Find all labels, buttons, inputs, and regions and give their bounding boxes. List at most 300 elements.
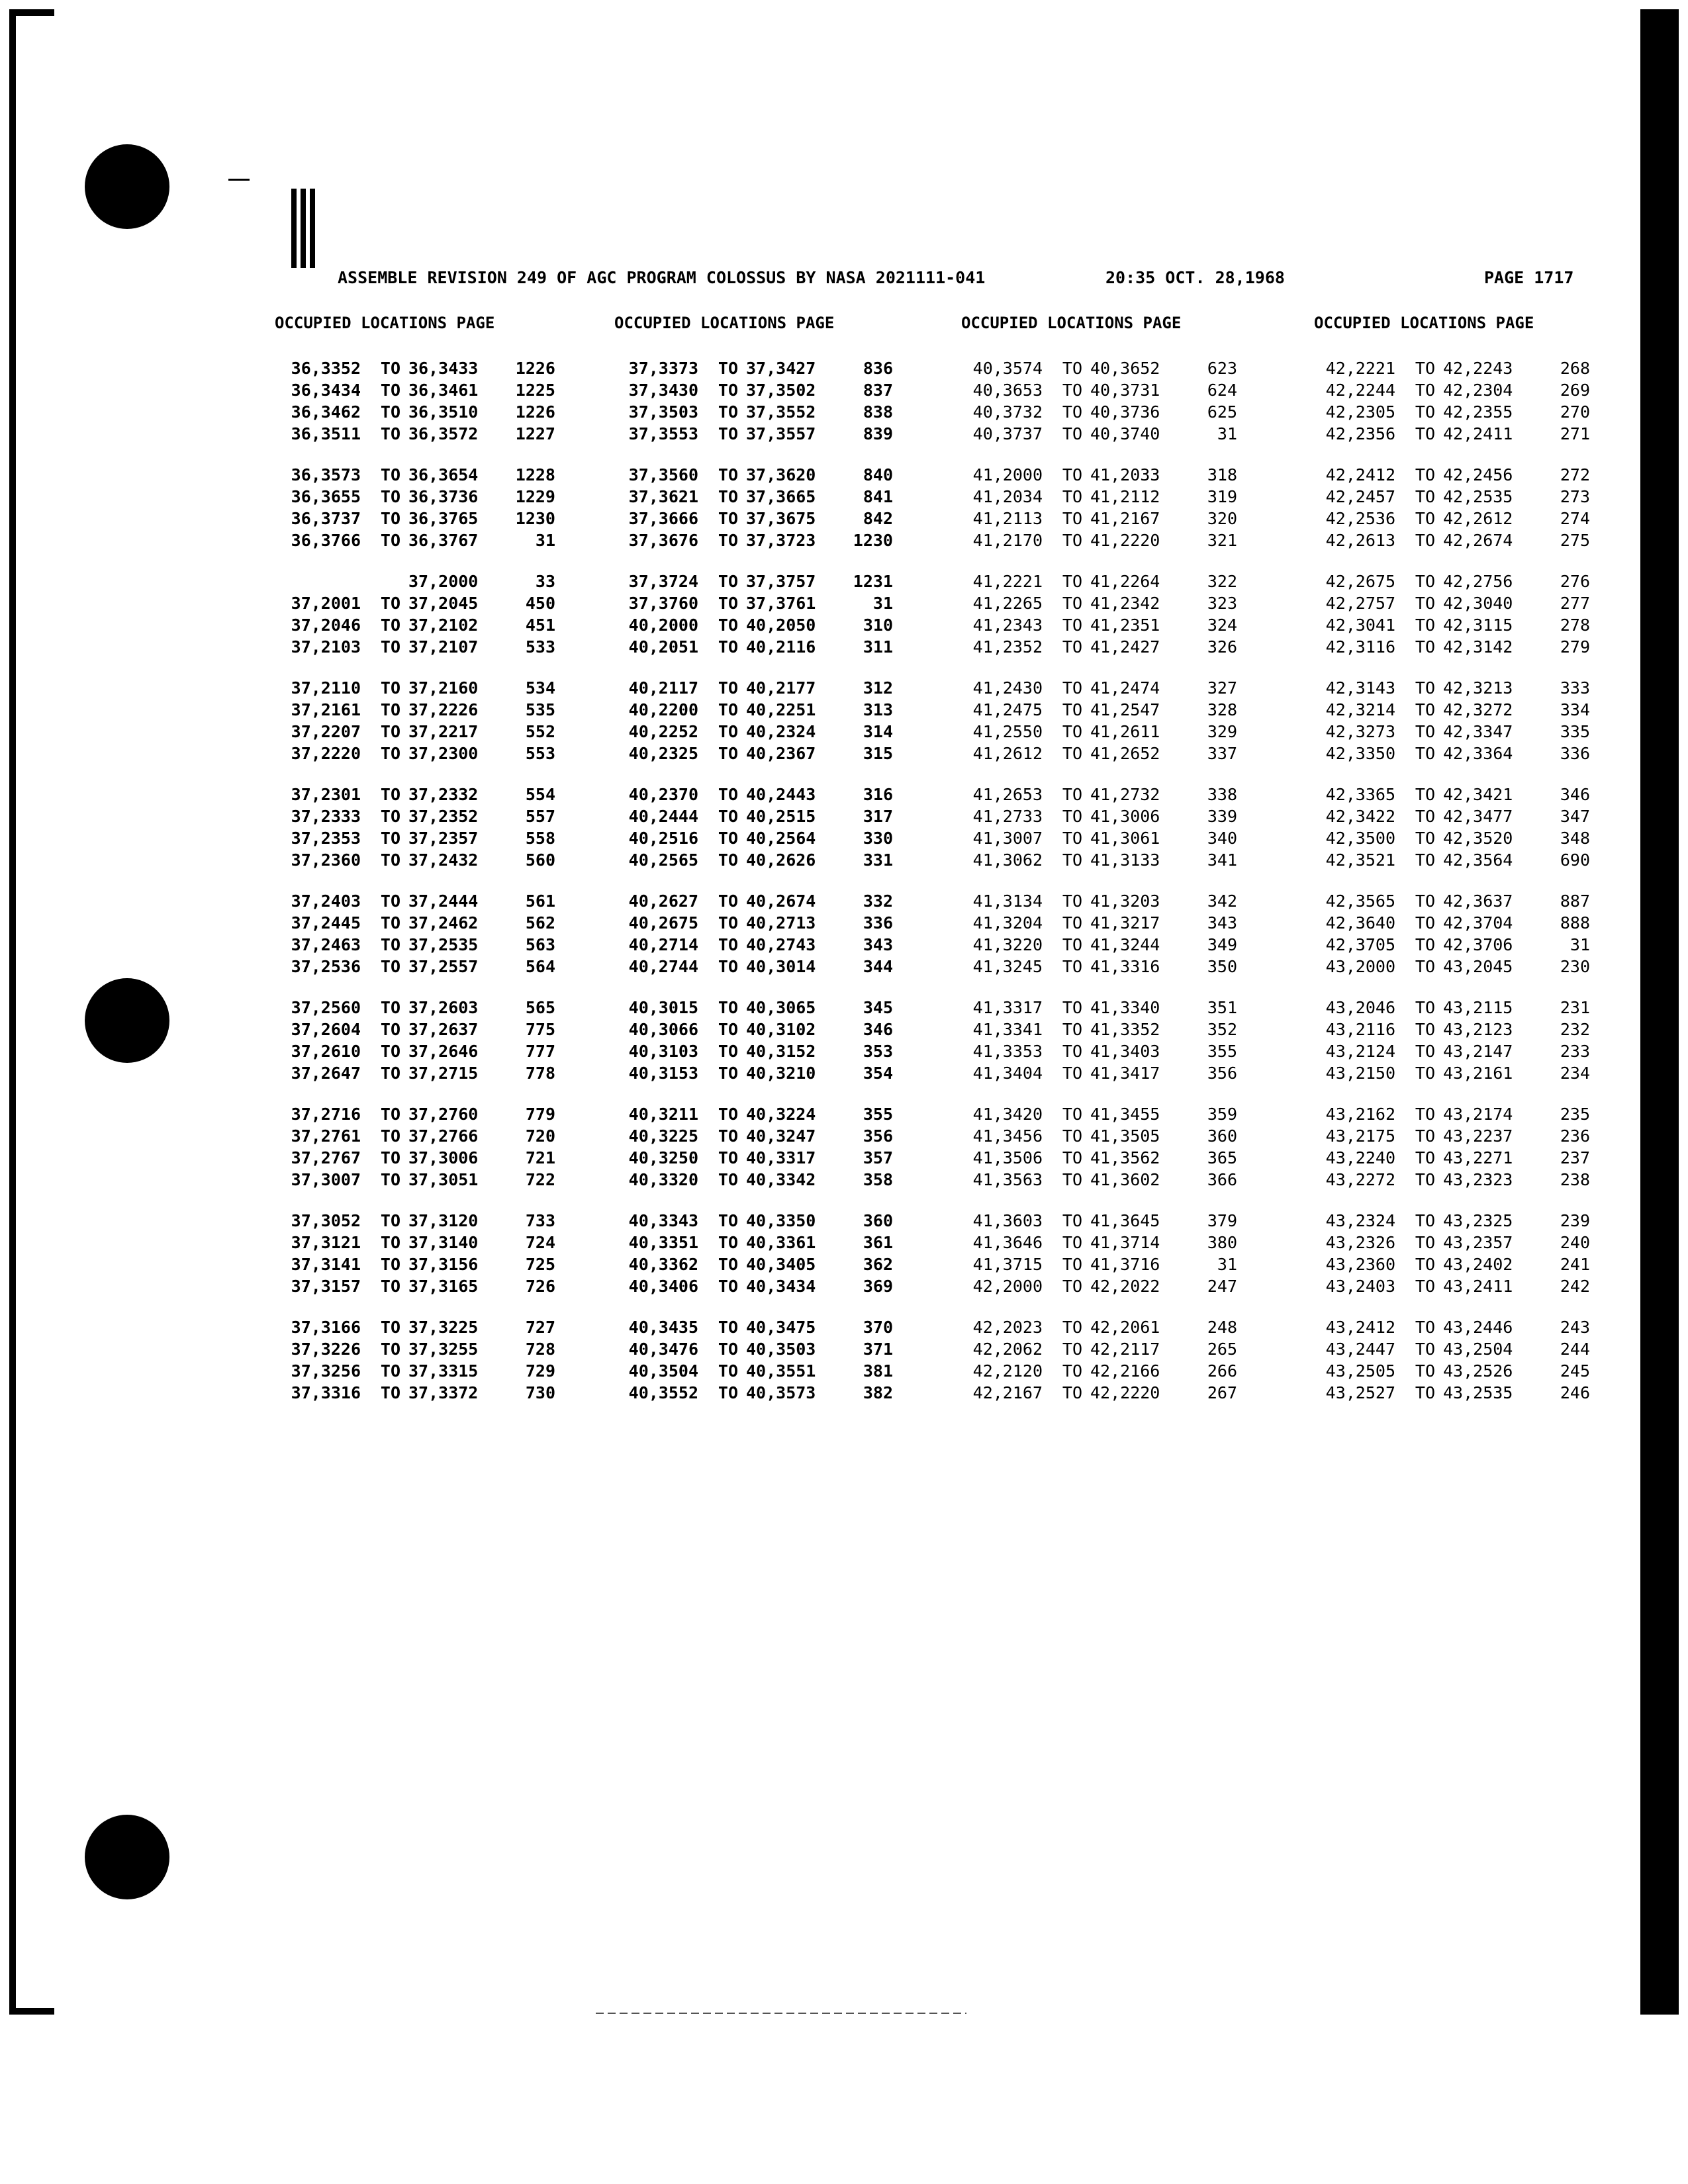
- to-location: 36,3765: [408, 509, 479, 528]
- page-ref: 534: [525, 678, 555, 698]
- page-ref: 1230: [515, 509, 555, 528]
- table-row: [1296, 1169, 1590, 1191]
- page-ref: 239: [1560, 1211, 1590, 1230]
- to-location: 41,3203: [1090, 891, 1160, 911]
- from-location: 42,3041: [1325, 615, 1395, 635]
- from-location: 42,2244: [1325, 381, 1395, 400]
- locations-column-3: [943, 357, 1237, 1423]
- row-group: [943, 464, 1237, 551]
- from-location: 40,2516: [628, 829, 698, 848]
- from-location: 43,2527: [1325, 1383, 1395, 1402]
- from-location: 40,2117: [628, 678, 698, 698]
- from-location: 40,3351: [628, 1233, 698, 1252]
- page-ref: 533: [525, 637, 555, 657]
- page-border-right: [1640, 9, 1679, 2015]
- page-ref: 248: [1207, 1318, 1237, 1337]
- row-group: [599, 570, 893, 658]
- from-location: 41,2612: [972, 744, 1043, 763]
- table-row: [599, 1169, 893, 1191]
- locations-column-1: [261, 357, 555, 1423]
- page-ref: 352: [1207, 1020, 1237, 1039]
- page-ref: 558: [525, 829, 555, 848]
- from-location: 37,2220: [291, 744, 361, 763]
- to-keyword: TO: [380, 807, 400, 826]
- page-ref: 381: [863, 1361, 893, 1381]
- to-keyword: TO: [1062, 1148, 1082, 1167]
- to-location: 42,3213: [1443, 678, 1513, 698]
- table-row: [261, 529, 555, 551]
- to-location: 37,2357: [408, 829, 479, 848]
- from-location: 40,2675: [628, 913, 698, 933]
- to-keyword: TO: [718, 850, 738, 870]
- to-keyword: TO: [718, 891, 738, 911]
- to-location: 40,2743: [746, 935, 816, 954]
- table-row: [261, 743, 555, 764]
- to-location: 40,3736: [1090, 402, 1160, 422]
- page-ref: 338: [1207, 785, 1237, 804]
- punch-hole-top: [85, 144, 169, 229]
- table-row: [943, 827, 1237, 849]
- to-keyword: TO: [1415, 1383, 1435, 1402]
- page-ref: 362: [863, 1255, 893, 1274]
- row-group: [1296, 464, 1590, 551]
- table-row: [599, 934, 893, 956]
- to-keyword: TO: [380, 487, 400, 506]
- binder-clip-mark: [291, 189, 320, 271]
- to-location: 37,2603: [408, 998, 479, 1017]
- row-group: [1296, 784, 1590, 871]
- to-location: 41,3061: [1090, 829, 1160, 848]
- page-ref: 241: [1560, 1255, 1590, 1274]
- to-location: 41,3645: [1090, 1211, 1160, 1230]
- table-row: [261, 1125, 555, 1147]
- to-keyword: TO: [380, 465, 400, 484]
- from-location: 40,2200: [628, 700, 698, 719]
- table-row: [1296, 529, 1590, 551]
- row-group: [261, 997, 555, 1084]
- to-keyword: TO: [1415, 998, 1435, 1017]
- from-location: 42,3365: [1325, 785, 1395, 804]
- table-row: [261, 614, 555, 636]
- page-ref: 279: [1560, 637, 1590, 657]
- to-location: 37,3552: [746, 402, 816, 422]
- to-keyword: TO: [380, 913, 400, 933]
- to-location: 40,2713: [746, 913, 816, 933]
- from-location: 41,2343: [972, 615, 1043, 635]
- table-row: [261, 1169, 555, 1191]
- page-ref: 369: [863, 1277, 893, 1296]
- to-location: 37,2444: [408, 891, 479, 911]
- page-ref: 1228: [515, 465, 555, 484]
- page-ref: 336: [1560, 744, 1590, 763]
- table-row: [599, 721, 893, 743]
- page-ref: 841: [863, 487, 893, 506]
- column-header-4: OCCUPIED LOCATIONS PAGE: [1314, 314, 1534, 332]
- to-keyword: TO: [1062, 807, 1082, 826]
- to-location: 41,3403: [1090, 1042, 1160, 1061]
- to-keyword: TO: [1062, 913, 1082, 933]
- from-location: 42,3422: [1325, 807, 1395, 826]
- to-keyword: TO: [1062, 572, 1082, 591]
- from-location: 40,3225: [628, 1126, 698, 1146]
- from-location: 41,3404: [972, 1064, 1043, 1083]
- table-row: [261, 592, 555, 614]
- to-location: 41,2611: [1090, 722, 1160, 741]
- from-location: 42,2120: [972, 1361, 1043, 1381]
- to-location: 40,2177: [746, 678, 816, 698]
- row-group: [943, 677, 1237, 764]
- to-location: 41,2033: [1090, 465, 1160, 484]
- to-location: 40,3224: [746, 1105, 816, 1124]
- page-ref: 273: [1560, 487, 1590, 506]
- page-ref: 271: [1560, 424, 1590, 443]
- table-row: [1296, 1125, 1590, 1147]
- from-location: 41,3062: [972, 850, 1043, 870]
- to-keyword: TO: [1415, 1233, 1435, 1252]
- from-location: 40,3103: [628, 1042, 698, 1061]
- to-location: 37,2226: [408, 700, 479, 719]
- from-location: 37,3560: [628, 465, 698, 484]
- table-row: [261, 677, 555, 699]
- from-location: 41,3646: [972, 1233, 1043, 1252]
- page-ref: 235: [1560, 1105, 1590, 1124]
- to-keyword: TO: [380, 637, 400, 657]
- from-location: 37,2360: [291, 850, 361, 870]
- to-keyword: TO: [1415, 722, 1435, 741]
- page-ref: 332: [863, 891, 893, 911]
- page-ref: 690: [1560, 850, 1590, 870]
- to-location: 43,2271: [1443, 1148, 1513, 1167]
- page-ref: 233: [1560, 1042, 1590, 1061]
- from-location: 42,2062: [972, 1340, 1043, 1359]
- page-ref: 320: [1207, 509, 1237, 528]
- from-location: 37,2046: [291, 615, 361, 635]
- page-ref: 775: [525, 1020, 555, 1039]
- page-ref: 31: [872, 594, 893, 613]
- to-location: 37,3502: [746, 381, 816, 400]
- from-location: 40,3343: [628, 1211, 698, 1230]
- to-keyword: TO: [718, 615, 738, 635]
- to-location: 41,2264: [1090, 572, 1160, 591]
- table-row: [943, 570, 1237, 592]
- page-ref: 724: [525, 1233, 555, 1252]
- to-location: 43,2161: [1443, 1064, 1513, 1083]
- to-keyword: TO: [1415, 935, 1435, 954]
- page-ref: 557: [525, 807, 555, 826]
- row-group: [261, 357, 555, 445]
- to-keyword: TO: [1415, 829, 1435, 848]
- from-location: 43,2505: [1325, 1361, 1395, 1381]
- page-ref: 1229: [515, 487, 555, 506]
- to-keyword: TO: [718, 531, 738, 550]
- table-row: [1296, 677, 1590, 699]
- from-location: 43,2162: [1325, 1105, 1395, 1124]
- page-ref: 343: [1207, 913, 1237, 933]
- from-location: 43,2447: [1325, 1340, 1395, 1359]
- to-keyword: TO: [380, 1126, 400, 1146]
- page-ref: 726: [525, 1277, 555, 1296]
- from-location: 41,3456: [972, 1126, 1043, 1146]
- page-ref: 246: [1560, 1383, 1590, 1402]
- page-ref: 1227: [515, 424, 555, 443]
- page-ref: 359: [1207, 1105, 1237, 1124]
- listing-title: ASSEMBLE REVISION 249 OF AGC PROGRAM COLOSSUS BY NASA 2021111-041: [338, 268, 986, 287]
- to-location: 43,2123: [1443, 1020, 1513, 1039]
- to-location: 41,2652: [1090, 744, 1160, 763]
- page-ref: 366: [1207, 1170, 1237, 1189]
- to-keyword: TO: [718, 1277, 738, 1296]
- to-keyword: TO: [1062, 1255, 1082, 1274]
- to-keyword: TO: [718, 424, 738, 443]
- from-location: 41,2352: [972, 637, 1043, 657]
- from-location: 43,2326: [1325, 1233, 1395, 1252]
- to-keyword: TO: [380, 744, 400, 763]
- from-location: 37,2110: [291, 678, 361, 698]
- from-location: 37,3316: [291, 1383, 361, 1402]
- to-keyword: TO: [1062, 722, 1082, 741]
- to-location: 37,2332: [408, 785, 479, 804]
- to-location: 37,2637: [408, 1020, 479, 1039]
- to-location: 40,3405: [746, 1255, 816, 1274]
- to-keyword: TO: [1062, 381, 1082, 400]
- from-location: 37,2604: [291, 1020, 361, 1039]
- table-row: [599, 464, 893, 486]
- table-row: [1296, 379, 1590, 401]
- from-location: 41,2000: [972, 465, 1043, 484]
- to-location: 41,2427: [1090, 637, 1160, 657]
- from-location: 42,2675: [1325, 572, 1395, 591]
- table-row: [599, 357, 893, 379]
- column-header-1: OCCUPIED LOCATIONS PAGE: [275, 314, 495, 332]
- from-location: 37,3373: [628, 359, 698, 378]
- to-keyword: TO: [380, 1148, 400, 1167]
- to-location: 41,2547: [1090, 700, 1160, 719]
- from-location: 37,3121: [291, 1233, 361, 1252]
- to-keyword: TO: [1415, 678, 1435, 698]
- from-location: 43,2175: [1325, 1126, 1395, 1146]
- to-keyword: TO: [380, 594, 400, 613]
- table-row: [261, 1210, 555, 1232]
- from-location: 41,2034: [972, 487, 1043, 506]
- to-location: 40,2515: [746, 807, 816, 826]
- from-location: 37,3760: [628, 594, 698, 613]
- to-keyword: TO: [718, 594, 738, 613]
- page-ref: 267: [1207, 1383, 1237, 1402]
- to-keyword: TO: [380, 678, 400, 698]
- to-location: 43,2411: [1443, 1277, 1513, 1296]
- page-ref: 836: [863, 359, 893, 378]
- page-ref: 560: [525, 850, 555, 870]
- from-location: 37,3052: [291, 1211, 361, 1230]
- page-border-left: [9, 9, 16, 2015]
- page-ref: 563: [525, 935, 555, 954]
- table-row: [599, 1147, 893, 1169]
- to-location: 42,3520: [1443, 829, 1513, 848]
- page-ref: 276: [1560, 572, 1590, 591]
- row-group: [943, 784, 1237, 871]
- to-location: 37,3225: [408, 1318, 479, 1337]
- table-row: [261, 1040, 555, 1062]
- from-location: 41,2733: [972, 807, 1043, 826]
- to-location: 37,3723: [746, 531, 816, 550]
- to-location: 40,3551: [746, 1361, 816, 1381]
- to-keyword: TO: [1062, 744, 1082, 763]
- page-ref: 277: [1560, 594, 1590, 613]
- to-location: 43,2446: [1443, 1318, 1513, 1337]
- table-row: [599, 699, 893, 721]
- to-keyword: TO: [718, 1064, 738, 1083]
- from-location: 37,2353: [291, 829, 361, 848]
- to-keyword: TO: [718, 1318, 738, 1337]
- page-ref: 333: [1560, 678, 1590, 698]
- page-ref: 234: [1560, 1064, 1590, 1083]
- page-ref: 335: [1560, 722, 1590, 741]
- table-row: [943, 636, 1237, 658]
- to-keyword: TO: [1062, 487, 1082, 506]
- to-location: 40,3014: [746, 957, 816, 976]
- to-keyword: TO: [380, 1211, 400, 1230]
- page-ref: 238: [1560, 1170, 1590, 1189]
- table-row: [943, 1360, 1237, 1382]
- to-location: 37,3557: [746, 424, 816, 443]
- from-location: 42,2536: [1325, 509, 1395, 528]
- from-location: 41,2113: [972, 509, 1043, 528]
- table-row: [1296, 1103, 1590, 1125]
- to-keyword: TO: [1062, 465, 1082, 484]
- page-ref: 720: [525, 1126, 555, 1146]
- table-row: [943, 1210, 1237, 1232]
- from-location: 40,3476: [628, 1340, 698, 1359]
- page-ref: 327: [1207, 678, 1237, 698]
- from-location: 41,3603: [972, 1211, 1043, 1230]
- table-row: [943, 721, 1237, 743]
- from-location: 36,3766: [291, 531, 361, 550]
- table-row: [599, 849, 893, 871]
- table-row: [943, 912, 1237, 934]
- row-group: [261, 784, 555, 871]
- from-location: 42,2221: [1325, 359, 1395, 378]
- table-row: [1296, 1275, 1590, 1297]
- table-row: [943, 1019, 1237, 1040]
- table-row: [1296, 1382, 1590, 1404]
- page-ref: 231: [1560, 998, 1590, 1017]
- to-location: 37,3051: [408, 1170, 479, 1189]
- row-group: [1296, 677, 1590, 764]
- table-row: [599, 486, 893, 508]
- to-location: 42,2061: [1090, 1318, 1160, 1337]
- row-group: [599, 784, 893, 871]
- table-row: [1296, 464, 1590, 486]
- to-keyword: TO: [1062, 891, 1082, 911]
- punch-hole-bottom: [85, 1815, 169, 1899]
- table-row: [943, 1125, 1237, 1147]
- row-group: [943, 1316, 1237, 1404]
- from-location: 37,2161: [291, 700, 361, 719]
- to-location: 41,3716: [1090, 1255, 1160, 1274]
- from-location: 41,2430: [972, 678, 1043, 698]
- table-row: [1296, 357, 1590, 379]
- table-row: [599, 1019, 893, 1040]
- row-group: [599, 1210, 893, 1297]
- to-location: 42,3421: [1443, 785, 1513, 804]
- to-keyword: TO: [380, 1170, 400, 1189]
- table-row: [1296, 614, 1590, 636]
- table-row: [1296, 912, 1590, 934]
- to-location: 40,2324: [746, 722, 816, 741]
- to-location: 42,2355: [1443, 402, 1513, 422]
- to-keyword: TO: [380, 1020, 400, 1039]
- to-location: 42,3115: [1443, 615, 1513, 635]
- to-location: 40,2443: [746, 785, 816, 804]
- from-location: 41,3204: [972, 913, 1043, 933]
- to-location: 37,3120: [408, 1211, 479, 1230]
- to-location: 43,2504: [1443, 1340, 1513, 1359]
- table-row: [943, 614, 1237, 636]
- page-ref: 275: [1560, 531, 1590, 550]
- page-ref: 243: [1560, 1318, 1590, 1337]
- to-location: 40,3350: [746, 1211, 816, 1230]
- from-location: 37,3141: [291, 1255, 361, 1274]
- to-location: 37,2217: [408, 722, 479, 741]
- to-keyword: TO: [1062, 785, 1082, 804]
- from-location: 41,3506: [972, 1148, 1043, 1167]
- to-location: 37,2766: [408, 1126, 479, 1146]
- from-location: 43,2116: [1325, 1020, 1395, 1039]
- table-row: [599, 784, 893, 805]
- page-ref: 346: [1560, 785, 1590, 804]
- to-keyword: TO: [1415, 1340, 1435, 1359]
- table-row: [599, 1232, 893, 1253]
- page-ref: 450: [525, 594, 555, 613]
- to-location: 41,2167: [1090, 509, 1160, 528]
- table-row: [943, 699, 1237, 721]
- page-ref: 315: [863, 744, 893, 763]
- to-location: 37,2045: [408, 594, 479, 613]
- page-ref: 552: [525, 722, 555, 741]
- to-location: 42,3564: [1443, 850, 1513, 870]
- to-keyword: TO: [380, 935, 400, 954]
- from-location: 37,2560: [291, 998, 361, 1017]
- to-location: 43,2115: [1443, 998, 1513, 1017]
- to-keyword: TO: [718, 637, 738, 657]
- table-row: [1296, 699, 1590, 721]
- from-location: 42,2356: [1325, 424, 1395, 443]
- row-group: [261, 1210, 555, 1297]
- row-group: [261, 464, 555, 551]
- to-keyword: TO: [380, 1340, 400, 1359]
- to-keyword: TO: [1062, 1126, 1082, 1146]
- locations-column-2: [599, 357, 893, 1423]
- from-location: 41,3007: [972, 829, 1043, 848]
- from-location: 42,2412: [1325, 465, 1395, 484]
- to-keyword: TO: [718, 700, 738, 719]
- page-ref: 343: [863, 935, 893, 954]
- from-location: 42,3214: [1325, 700, 1395, 719]
- to-keyword: TO: [1062, 359, 1082, 378]
- to-keyword: TO: [1062, 1170, 1082, 1189]
- to-keyword: TO: [1062, 637, 1082, 657]
- to-keyword: TO: [718, 1148, 738, 1167]
- to-keyword: TO: [380, 1277, 400, 1296]
- to-location: 41,3352: [1090, 1020, 1160, 1039]
- punch-hole-middle: [85, 978, 169, 1063]
- table-row: [1296, 934, 1590, 956]
- page-ref: 360: [863, 1211, 893, 1230]
- page-ref: 240: [1560, 1233, 1590, 1252]
- to-keyword: TO: [1415, 402, 1435, 422]
- table-row: [261, 912, 555, 934]
- page-ref: 341: [1207, 850, 1237, 870]
